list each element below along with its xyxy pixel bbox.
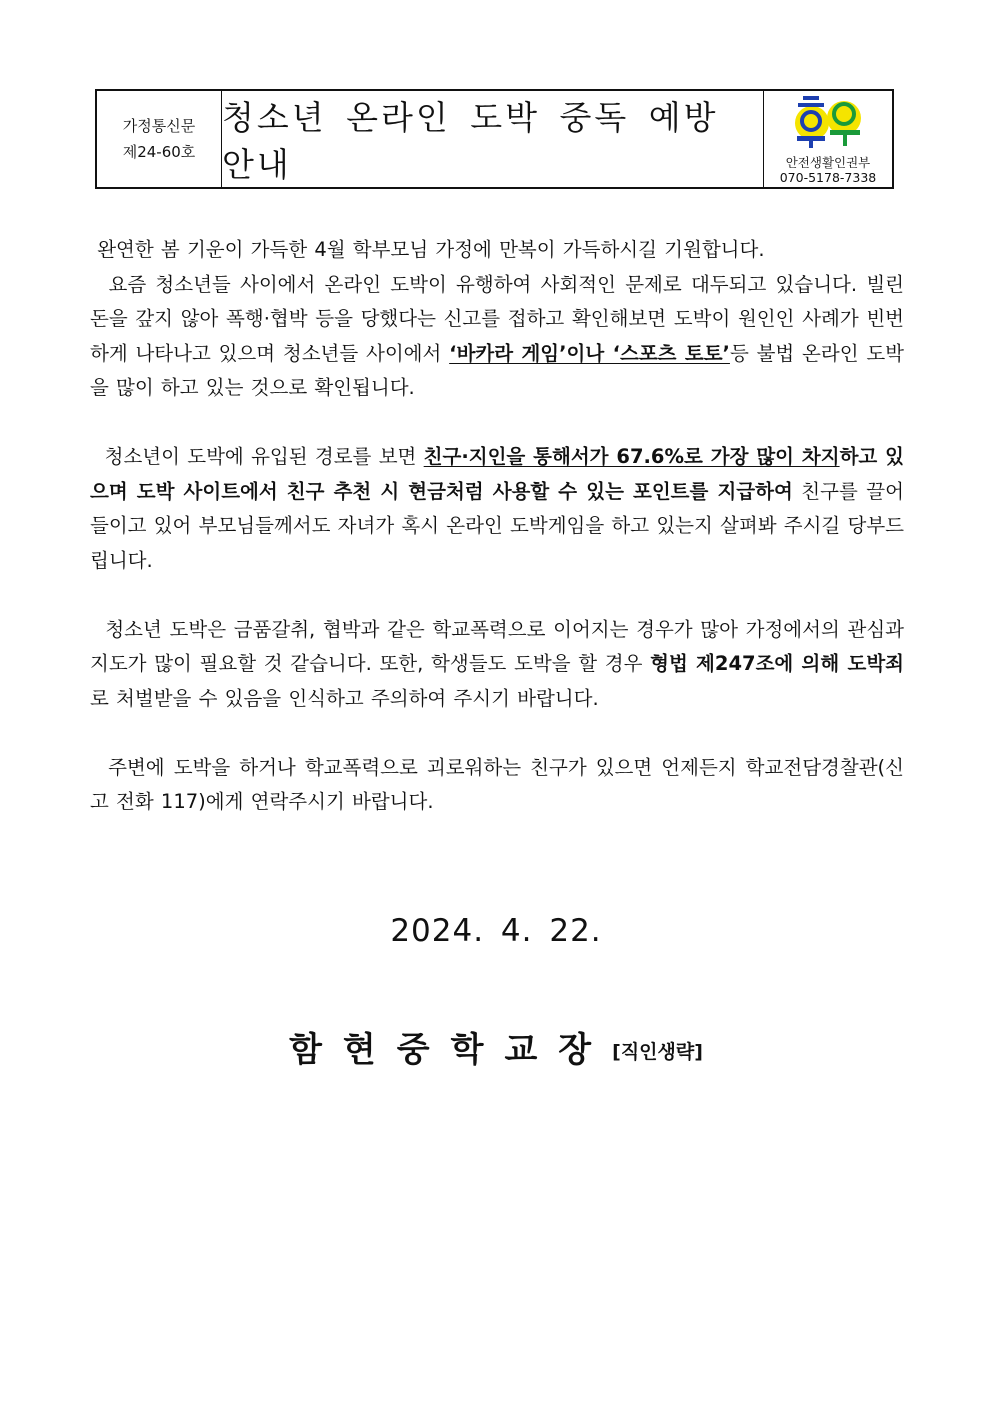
paragraph-inflow-route: 청소년이 도박에 유입된 경로를 보면 친구·지인을 통해서가 67.6%로 가장 많이 차지하고 있으며 도박 사이트에서 친구 추천 시 현금처럼 사용할 수 있는 포인트를 지급하여 친구를 끌어들이고 있어 부모님들께서도 자녀가 혹시 온라인 도박게임을 하고 있는지 살펴봐 주시길 당부드립니다. [90, 445, 904, 572]
criminal-law-note: 형법 제247조에 의해 도박죄 [650, 652, 904, 675]
principal-title: 함현중학교장 [289, 1030, 613, 1070]
school-logo-icon [788, 92, 868, 152]
gambling-examples: ‘바카라 게임’이나 ‘스포츠 토토’ [449, 341, 730, 365]
page-title: 청소년 온라인 도박 중독 예방 안내 [222, 91, 764, 187]
inflow-statistic: 친구·지인을 통해서가 67.6%로 가장 많이 차지 [423, 445, 840, 468]
doc-info [97, 91, 222, 187]
paragraph-greeting: 완연한 봄 기운이 가득한 4월 학부모님 가정에 만복이 가득하시길 기원합니다. [97, 238, 765, 261]
seal-note: [직인생략] [612, 1041, 703, 1063]
department-name: 안전생활인권부 [785, 155, 871, 170]
header-box [95, 89, 894, 189]
department-phone: 070-5178-7338 [779, 170, 877, 185]
paragraph-school-violence: 청소년 도박은 금품갈취, 협박과 같은 학교폭력으로 이어지는 경우가 많아 가정에서의 관심과 지도가 많이 필요할 것 같습니다. 또한, 학생들도 도박을 할 경우 형법 제247조에 의해 도박죄로 처벌받을 수 있음을 인식하고 주의하여 주시기 바랍니다. [90, 617, 904, 710]
department-info [764, 91, 892, 187]
letter-body [90, 233, 904, 854]
paragraph-contact: 주변에 도박을 하거나 학교폭력으로 괴로워하는 친구가 있으면 언제든지 학교전담경찰관(신고 전화 117)에게 연락주시기 바랍니다. [90, 755, 904, 813]
doc-number: 제24-60호 [122, 143, 196, 161]
principal-signature [0, 1022, 992, 1071]
issue-date: 2024. 4. 22. [390, 913, 602, 949]
paragraph-problem: 요즘 청소년들 사이에서 온라인 도박이 유행하여 사회적인 문제로 대두되고 있습니다. 빌린 돈을 갚지 않아 폭행·협박 등을 당했다는 신고를 접하고 확인해보면 도박이 원인인 사례가 빈번하게 나타나고 있으며 청소년들 사이에서 ‘바카라 게임’이나 ‘스포츠 토토’등 불법 온라인 도박을 많이 하고 있는 것으로 확인됩니다. [90, 272, 905, 399]
referral-points: 하고 있으며 도박 사이트에서 친구 추천 시 현금처럼 사용할 수 있는 포인트를 지급하여 [90, 445, 904, 503]
doc-type: 가정통신문 [122, 117, 196, 135]
